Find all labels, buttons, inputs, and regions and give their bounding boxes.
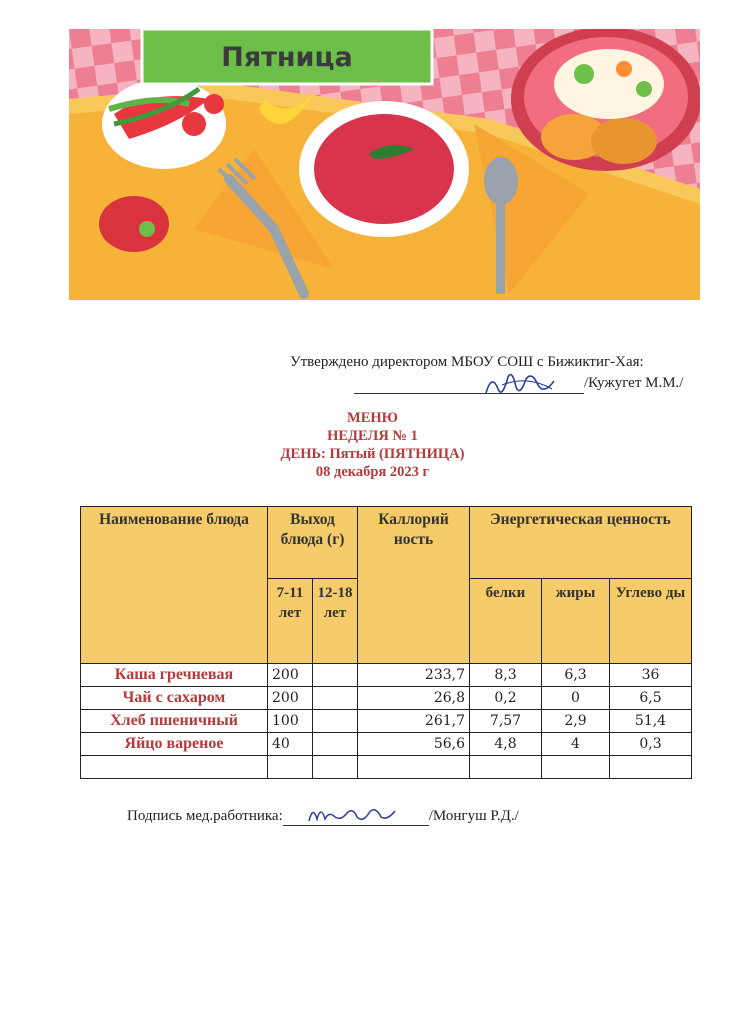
medical-signature-label: Подпись мед.работника:	[127, 808, 283, 824]
protein-value	[470, 756, 542, 779]
fat-value: 2,9	[542, 710, 610, 733]
menu-date: 08 декабря 2023 г	[315, 464, 430, 480]
yield-12-18	[313, 664, 358, 687]
dish-name	[81, 756, 268, 779]
fat-value	[542, 756, 610, 779]
yield-12-18	[313, 756, 358, 779]
dish-name: Яйцо вареное	[81, 733, 268, 756]
yield-12-18	[313, 710, 358, 733]
medical-worker-name: /Монгуш Р.Д./	[428, 808, 519, 824]
spoon-icon	[484, 157, 518, 205]
carbs-value: 6,5	[610, 687, 692, 710]
table-row	[81, 710, 692, 733]
director-signature-icon	[482, 367, 562, 403]
protein-value: 8,3	[470, 664, 542, 687]
dish-name: Каша гречневая	[81, 664, 268, 687]
approval-text: Утверждено директором МБОУ СОШ с Бижиктиг-Хая:	[290, 354, 644, 370]
protein-value: 7,57	[470, 710, 542, 733]
table-row	[81, 733, 692, 756]
director-name: /Кужугет М.М./	[584, 375, 684, 391]
table-row	[81, 756, 692, 779]
menu-day: ДЕНЬ: Пятый (ПЯТНИЦА)	[280, 446, 465, 462]
header-energy: Энергетическая ценность	[470, 507, 692, 579]
medical-signature-icon	[307, 801, 397, 827]
calories-value	[358, 756, 470, 779]
header-age-7-11: 7-11 лет	[268, 579, 313, 664]
medical-signature-block	[127, 806, 519, 826]
dish-name: Чай с сахаром	[81, 687, 268, 710]
banner-title: Пятница	[221, 42, 353, 73]
fat-value: 0	[542, 687, 610, 710]
header-dish: Наименование блюда	[81, 507, 268, 664]
yield-12-18	[313, 733, 358, 756]
calories-value: 56,6	[358, 733, 470, 756]
protein-value: 0,2	[470, 687, 542, 710]
carbs-value: 36	[610, 664, 692, 687]
fat-value: 4	[542, 733, 610, 756]
carbs-value: 0,3	[610, 733, 692, 756]
header-calories: Каллорий ность	[358, 507, 470, 664]
menu-title: МЕНЮ	[347, 410, 398, 426]
yield-7-11: 200	[268, 687, 313, 710]
banner-illustration	[69, 29, 700, 300]
table-row	[81, 687, 692, 710]
yield-7-11: 100	[268, 710, 313, 733]
calories-value: 233,7	[358, 664, 470, 687]
table-row	[81, 664, 692, 687]
menu-heading	[0, 409, 745, 481]
sauce-bowl-icon	[99, 196, 169, 252]
approval-signature-line	[354, 373, 710, 394]
protein-value: 4,8	[470, 733, 542, 756]
header-protein: белки	[470, 579, 542, 664]
menu-table	[80, 506, 692, 779]
medical-signature-underline	[283, 809, 429, 826]
yield-7-11: 40	[268, 733, 313, 756]
menu-banner	[69, 29, 700, 300]
yield-12-18	[313, 687, 358, 710]
header-fat: жиры	[542, 579, 610, 664]
yield-7-11: 200	[268, 664, 313, 687]
dish-name: Хлеб пшеничный	[81, 710, 268, 733]
fat-value: 6,3	[542, 664, 610, 687]
calories-value: 26,8	[358, 687, 470, 710]
approval-block	[290, 352, 710, 394]
header-age-12-18: 12-18 лет	[313, 579, 358, 664]
menu-week: НЕДЕЛЯ № 1	[327, 428, 418, 444]
calories-value: 261,7	[358, 710, 470, 733]
header-carbs: Углево ды	[610, 579, 692, 664]
carbs-value	[610, 756, 692, 779]
header-yield: Выход блюда (г)	[268, 507, 358, 579]
carbs-value: 51,4	[610, 710, 692, 733]
yield-7-11	[268, 756, 313, 779]
